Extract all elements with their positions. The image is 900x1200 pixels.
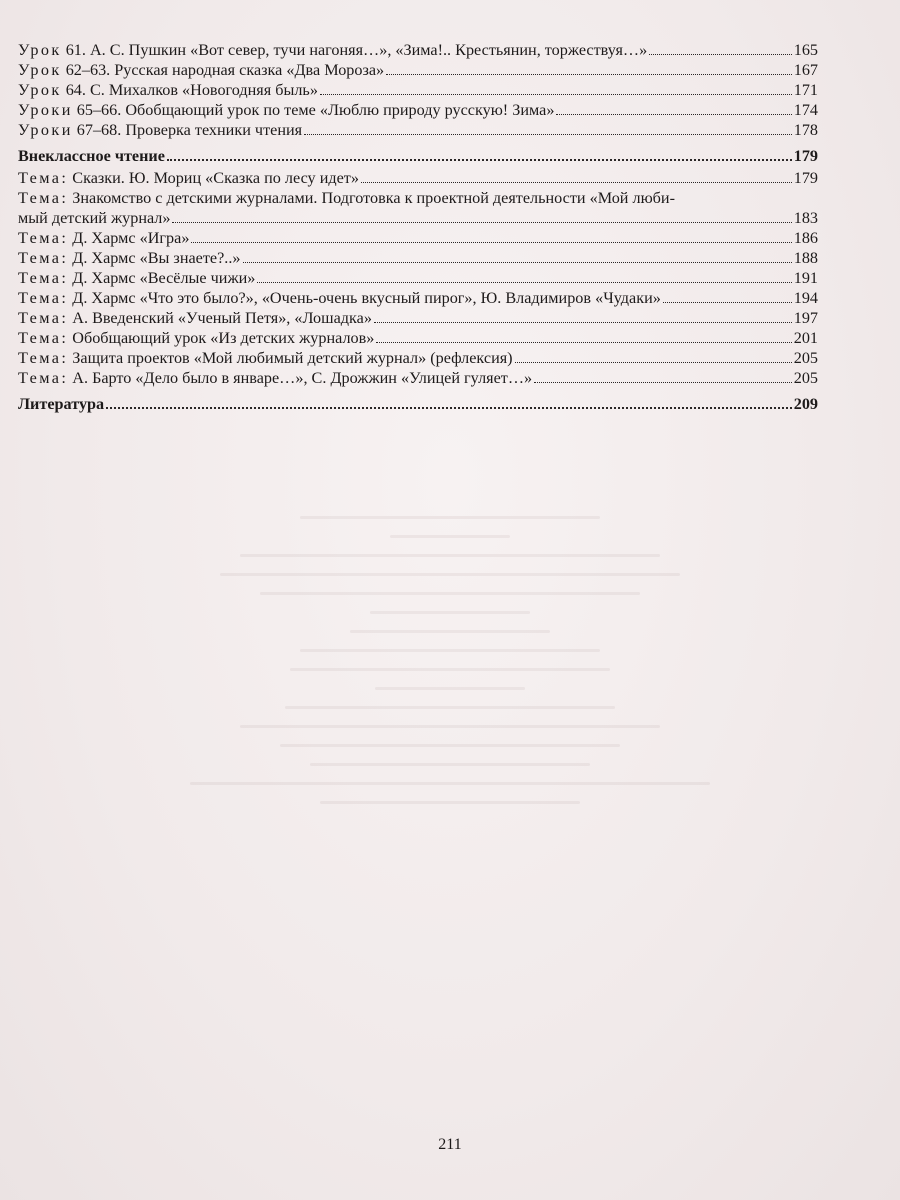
toc-entry — [18, 188, 818, 228]
toc-entry-type: Уроки — [18, 121, 73, 139]
toc-entry-type: Тема: — [18, 369, 69, 387]
toc-entry — [18, 100, 818, 120]
toc-entry-type: Уроки — [18, 101, 73, 119]
dot-leader — [106, 407, 792, 409]
toc-entry-type: Урок — [18, 41, 62, 59]
toc-entry — [18, 328, 818, 348]
toc-entry-title: мый детский журнал» — [18, 209, 171, 227]
dot-leader — [515, 362, 792, 363]
toc-entry-page: 171 — [793, 81, 818, 99]
toc-entry — [18, 146, 818, 166]
toc-entry-page: 205 — [793, 369, 818, 387]
toc-entry-type: Тема: — [18, 249, 69, 267]
toc-entry-title: Литература — [18, 395, 105, 413]
toc-entry-page: 194 — [793, 289, 818, 307]
toc-entry-type: Тема: — [18, 309, 69, 327]
dot-leader — [243, 262, 792, 263]
toc-entry — [18, 348, 818, 368]
toc-entry — [18, 288, 818, 308]
toc-entry-page: 167 — [793, 61, 818, 79]
toc-entry — [18, 80, 818, 100]
toc-entry — [18, 248, 818, 268]
toc-entry-title: А. Введенский «Ученый Петя», «Лошадка» — [72, 309, 372, 327]
dot-leader — [663, 302, 792, 303]
toc-entry-type: Тема: — [18, 169, 69, 187]
toc-entry-title: Сказки. Ю. Мориц «Сказка по лесу идет» — [72, 169, 359, 187]
dot-leader — [304, 134, 792, 135]
toc-entry — [18, 40, 818, 60]
toc-entry — [18, 168, 818, 188]
toc-entry-page: 178 — [793, 121, 818, 139]
toc-entry-page: 205 — [793, 349, 818, 367]
dot-leader — [191, 242, 791, 243]
toc-entry-type: Тема: — [18, 229, 69, 247]
toc-entry-title: Внеклассное чтение — [18, 147, 165, 165]
page-number: 211 — [438, 1136, 462, 1153]
toc-entry-type: Урок — [18, 81, 62, 99]
toc-entry-type: Тема: — [18, 269, 69, 287]
dot-leader — [320, 94, 792, 95]
toc-entry-title: Д. Хармс «Весёлые чижи» — [72, 269, 256, 287]
toc-entry-title: А. Барто «Дело было в январе…», С. Дрожжин «Улицей гуляет…» — [72, 369, 533, 387]
toc-entry — [18, 368, 818, 388]
toc-entry — [18, 228, 818, 248]
toc-entry-page: 186 — [793, 229, 818, 247]
toc-entry-page: 174 — [793, 101, 818, 119]
dot-leader — [386, 74, 792, 75]
toc-entry — [18, 60, 818, 80]
dot-leader — [257, 282, 791, 283]
toc-entry-title: Обобщающий урок «Из детских журналов» — [72, 329, 375, 347]
toc-entry-title: 64. С. Михалков «Новогодняя быль» — [65, 81, 318, 99]
toc-entry-title: 65–66. Обобщающий урок по теме «Люблю природу русскую! Зима» — [76, 101, 555, 119]
toc-entry-page: 191 — [793, 269, 818, 287]
table-of-contents — [18, 40, 818, 414]
toc-entry — [18, 268, 818, 288]
toc-entry-page: 183 — [793, 209, 818, 227]
toc-entry-page: 188 — [793, 249, 818, 267]
toc-entry-title: Д. Хармс «Вы знаете?..» — [72, 249, 241, 267]
toc-entry-page: 179 — [793, 169, 818, 187]
toc-entry-type: Тема: — [18, 349, 69, 367]
dot-leader — [556, 114, 791, 115]
dot-leader — [374, 322, 792, 323]
dot-leader — [167, 159, 792, 161]
dot-leader — [376, 342, 791, 343]
dot-leader — [361, 182, 792, 183]
toc-entry — [18, 120, 818, 140]
toc-entry-type: Урок — [18, 61, 62, 79]
toc-entry-title: 67–68. Проверка техники чтения — [76, 121, 303, 139]
toc-entry-title: 62–63. Русская народная сказка «Два Мороза» — [65, 61, 385, 79]
toc-entry-title: Д. Хармс «Игра» — [72, 229, 190, 247]
toc-entry-page: 197 — [793, 309, 818, 327]
toc-entry-title: 61. А. С. Пушкин «Вот север, тучи нагоняя…», «Зима!.. Крестьянин, торжествуя…» — [65, 41, 648, 59]
dot-leader — [534, 382, 792, 383]
toc-entry-page: 209 — [793, 395, 818, 413]
dot-leader — [172, 222, 791, 223]
toc-entry-page: 201 — [793, 329, 818, 347]
toc-entry — [18, 394, 818, 414]
toc-entry — [18, 308, 818, 328]
toc-entry-type: Тема: — [18, 189, 69, 207]
toc-entry-title: Знакомство с детскими журналами. Подготовка к проектной деятельности «Мой люби- — [72, 189, 675, 207]
toc-entry-title: Защита проектов «Мой любимый детский журнал» (рефлексия) — [72, 349, 513, 367]
dot-leader — [649, 54, 792, 55]
toc-entry-page: 165 — [793, 41, 818, 59]
toc-entry-title: Д. Хармс «Что это было?», «Очень-очень вкусный пирог», Ю. Владимиров «Чудаки» — [72, 289, 661, 307]
toc-entry-page: 179 — [793, 147, 818, 165]
show-through-imprint — [140, 500, 760, 900]
toc-entry-type: Тема: — [18, 329, 69, 347]
toc-entry-type: Тема: — [18, 289, 69, 307]
